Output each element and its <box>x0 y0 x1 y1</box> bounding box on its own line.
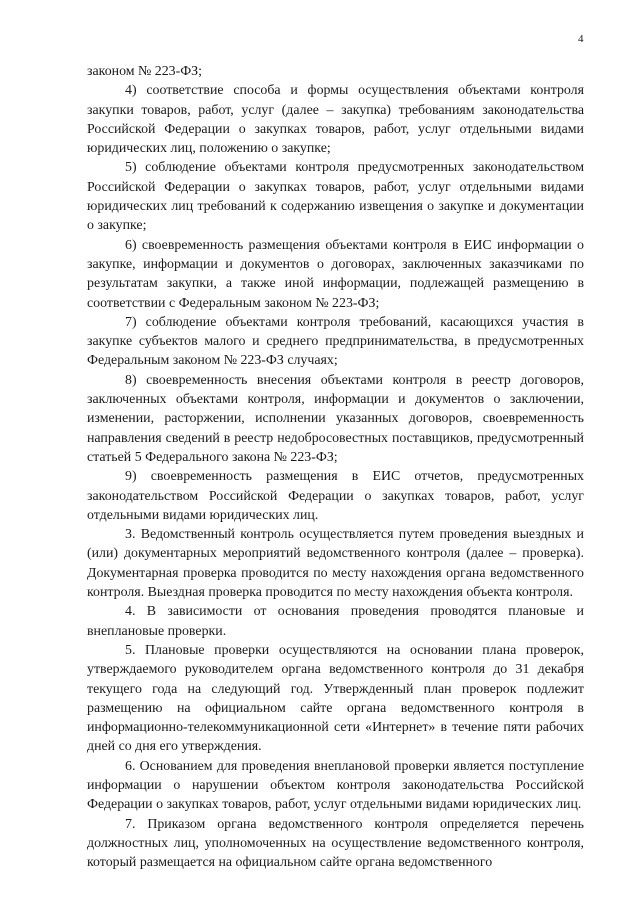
page-number: 4 <box>578 33 584 45</box>
paragraph: 7. Приказом органа ведомственного контроля определяется перечень должностных лиц, уполномоченных на осуществление ведомственного контроля, который размещается на официальном сайте органа ведомственного <box>87 816 584 871</box>
paragraph: 4) соответствие способа и формы осуществления объектами контроля закупки товаров, работ, услуг (далее – закупка) требованиям законодательства Российской Федерации о закупках товаров, работ, услуг отдельными видами юридических лиц, положению о закупке; <box>87 83 584 157</box>
paragraph: законом № 223-ФЗ; <box>87 64 202 79</box>
document-body <box>87 62 584 872</box>
paragraph: 6) своевременность размещения объектами контроля в ЕИС информации о закупке, информации и документов о договорах, заключенных заказчиками по результатам закупки, а также иной информации, подлежащей размещению в соответствии с Федеральным законом № 223-ФЗ; <box>87 237 584 311</box>
paragraph: 5. Плановые проверки осуществляются на основании плана проверок, утверждаемого руководителем органа ведомственного контроля до 31 декабря текущего года на следующий год. Утвержденный план проверок подлежит размещению на официальном сайте органа ведомственного контроля в информационно-телекоммуникационной сети «Интернет» в течение пяти рабочих дней со дня его утверждения. <box>87 642 584 755</box>
paragraph: 3. Ведомственный контроль осуществляется путем проведения выездных и (или) документарных мероприятий ведомственного контроля (далее – проверка). Документарная проверка проводится по месту нахождения органа ведомственного контроля. Выездная проверка проводится по месту нахождения объекта контроля. <box>87 527 584 601</box>
paragraph: 8) своевременность внесения объектами контроля в реестр договоров, заключенных объектами контроля, информации и документов о заключении, изменении, расторжении, исполнении указанных договоров, своевременность направления сведений в реестр недобросовестных поставщиков, предусмотренный статьей 5 Федерального закона № 223-ФЗ; <box>87 372 584 465</box>
paragraph: 7) соблюдение объектами контроля требований, касающихся участия в закупке субъектов малого и среднего предпринимательства, в предусмотренных Федеральным законом № 223-ФЗ случаях; <box>87 314 584 369</box>
paragraph: 5) соблюдение объектами контроля предусмотренных законодательством Российской Федерации о закупках товаров, работ, услуг отдельными видами юридических лиц требований к содержанию извещения о закупке и документации о закупке; <box>87 160 584 234</box>
paragraph: 6. Основанием для проведения внеплановой проверки является поступление информации о нарушении объектом контроля законодательства Российской Федерации о закупках товаров, работ, услуг отдельными видами юридических лиц. <box>87 758 584 813</box>
paragraph: 4. В зависимости от основания проведения проводятся плановые и внеплановые проверки. <box>87 604 584 639</box>
paragraph: 9) своевременность размещения в ЕИС отчетов, предусмотренных законодательством Российской Федерации о закупках товаров, работ, услуг отдельными видами юридических лиц. <box>87 469 584 523</box>
